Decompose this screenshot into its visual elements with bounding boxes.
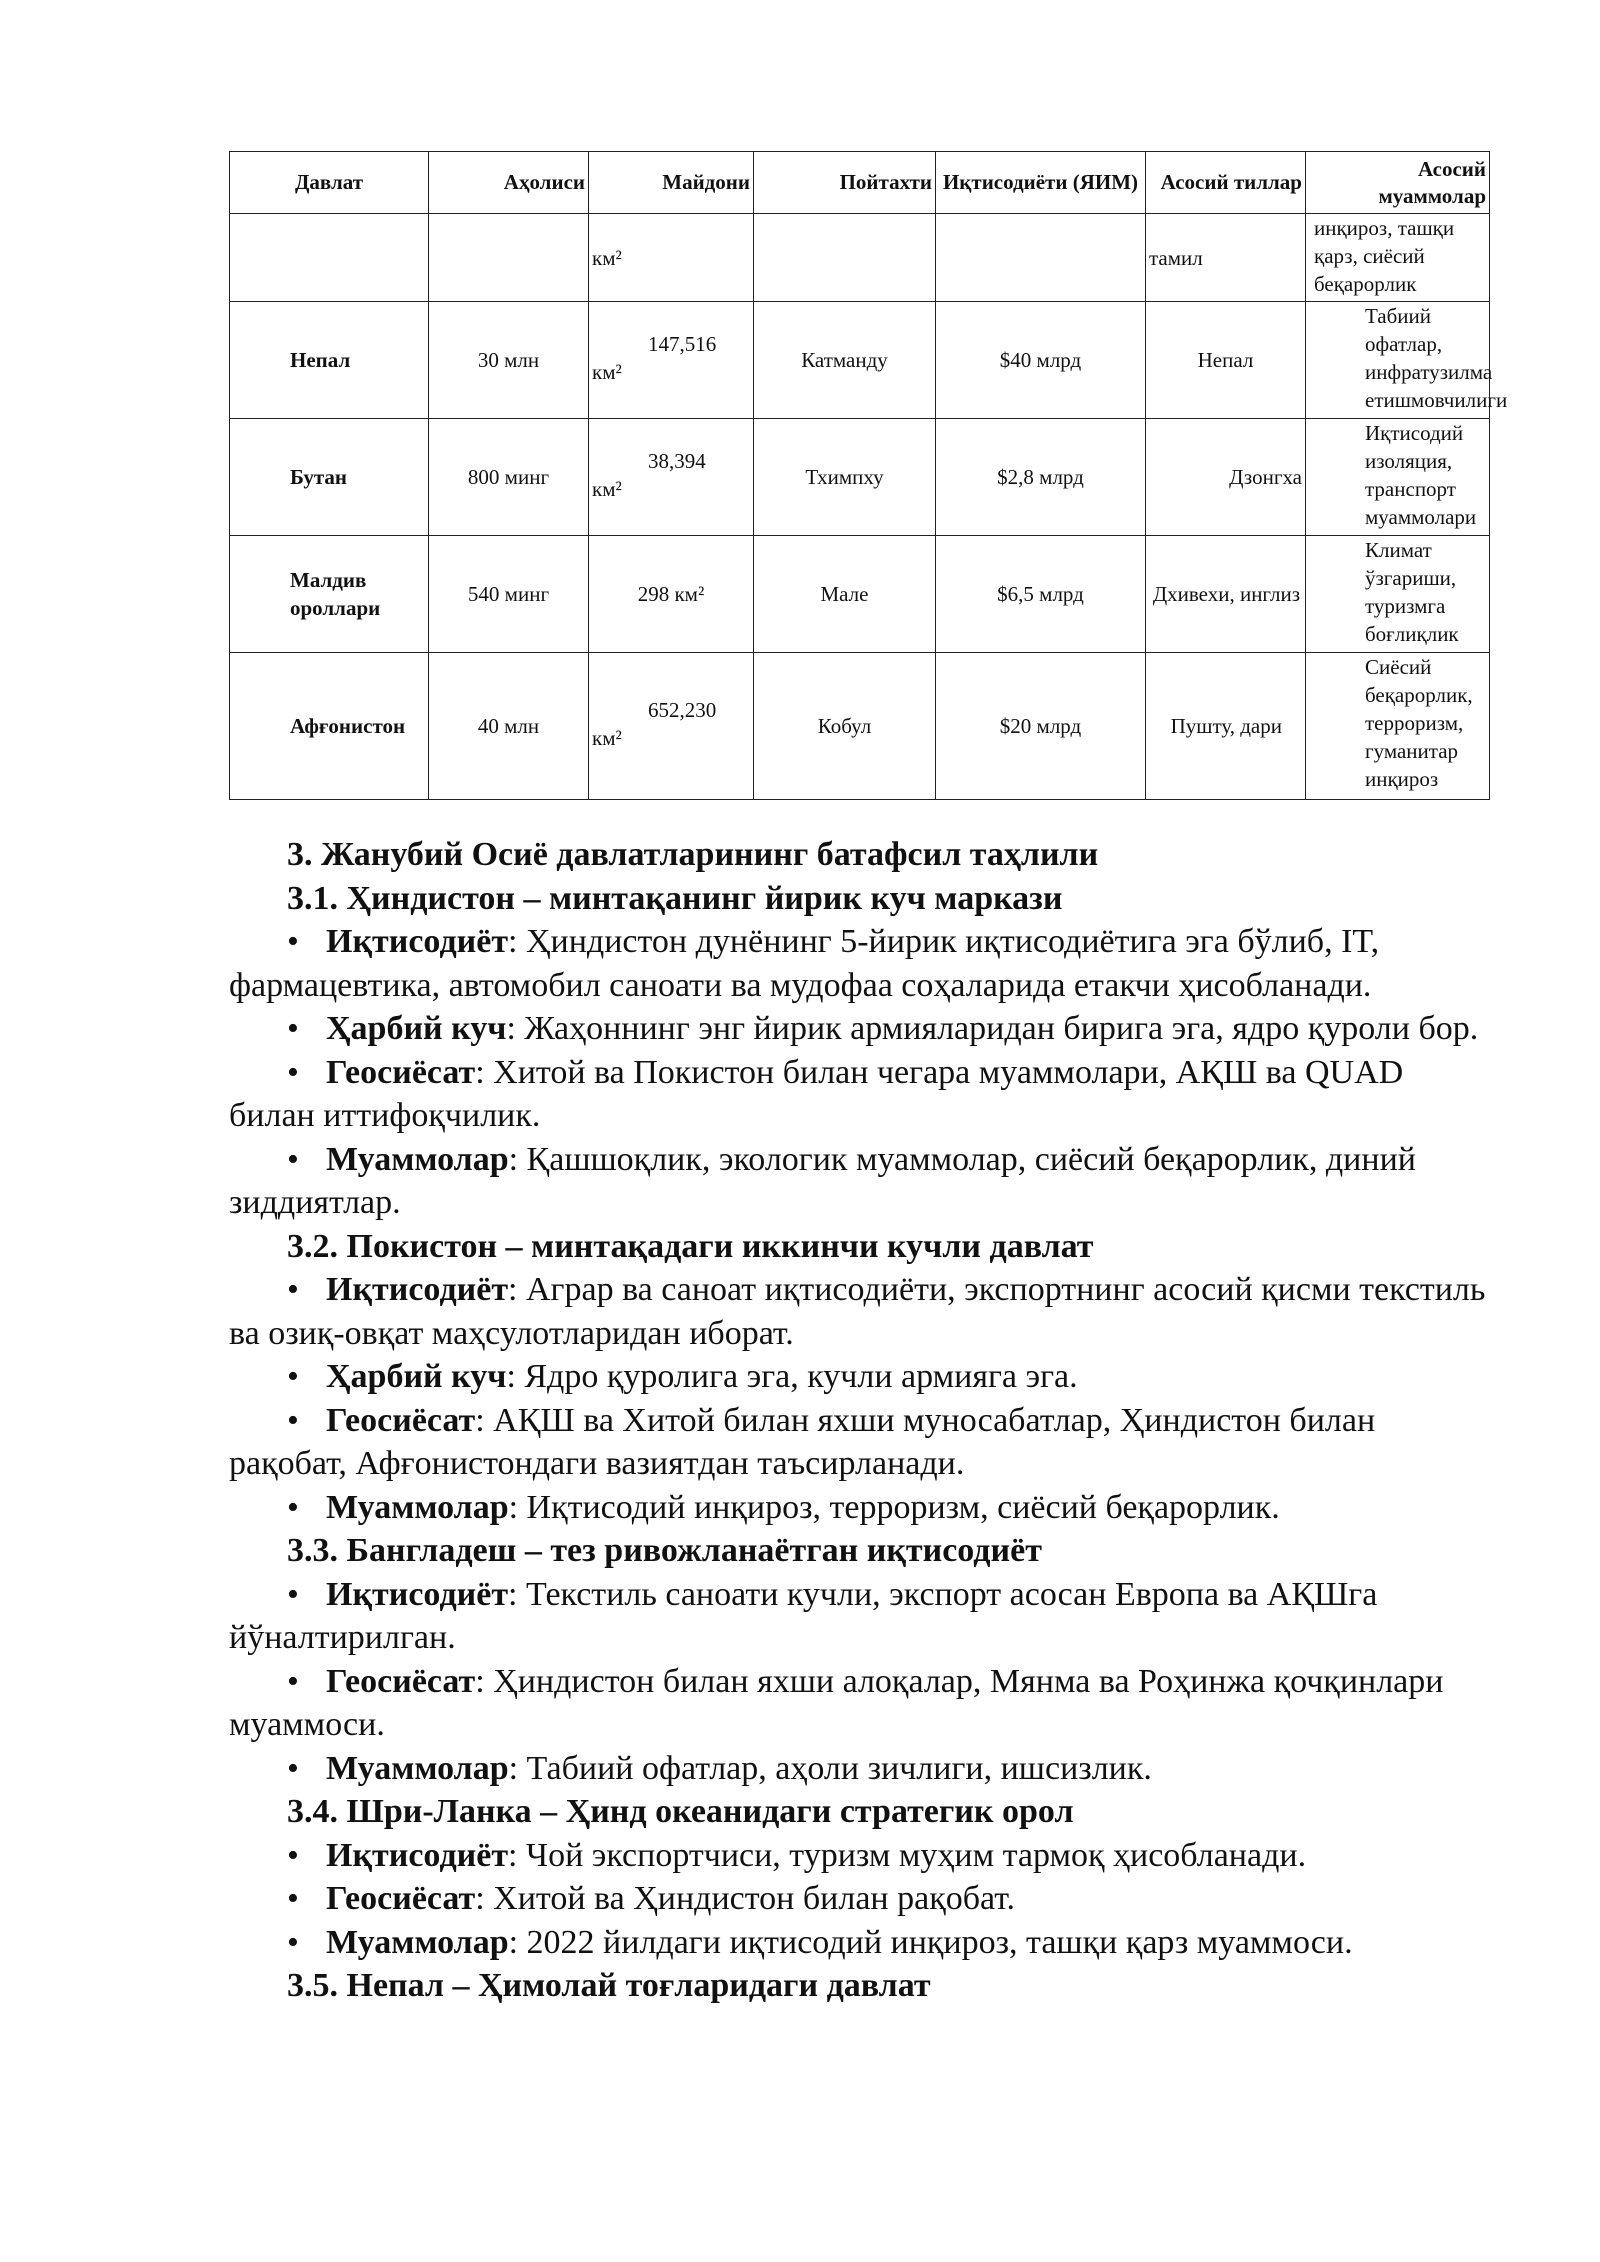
bullet-icon: • (287, 923, 299, 960)
languages-text: Пушту, дари (1170, 714, 1282, 738)
item-label: Иқтисодиёт (326, 1836, 509, 1874)
area-number: 38,394 (648, 449, 706, 473)
bullet-icon: • (287, 1662, 299, 1700)
south-asia-states-table (229, 151, 1508, 800)
cell-problems (1306, 419, 1490, 536)
section-3-4-heading: 3.4. Шри-Ланка – Ҳинд океанидаги стратегик орол (287, 1793, 1074, 1830)
list-item (229, 920, 1491, 1007)
cell-state (230, 214, 429, 302)
item-label: Иқтисодиёт (326, 1575, 509, 1613)
item-label: Геосиёсат (326, 1662, 476, 1700)
item-label: Муаммолар (326, 1923, 509, 1961)
item-text: : Аграр ва саноат иқтисодиёти, экспортнинг асосий қисми текстиль ва озиқ-овқат маҳсулотларидан иборат. (229, 1271, 1486, 1352)
area-unit: км² (592, 360, 622, 384)
cell-population: 540 минг (429, 536, 589, 653)
languages-text: Дхивехи, инглиз (1152, 582, 1300, 606)
header-state: Давлат (230, 152, 429, 214)
bullet-icon: • (287, 1923, 299, 1961)
header-problems: Асосий муаммолар (1306, 152, 1490, 214)
document-body (229, 833, 1491, 2008)
item-text: : 2022 йилдаги иқтисодий инқироз, ташқи қарз муаммоси. (508, 1923, 1353, 1961)
header-languages: Асосий тиллар (1146, 152, 1306, 214)
cell-problems (1306, 536, 1490, 653)
item-text: : Жаҳоннинг энг йирик армияларидан бирига эга, ядро қуроли бор. (506, 1010, 1479, 1047)
problems-text: Сиёсий беқарорлик, терроризм, гуманитар инқироз (1365, 655, 1473, 791)
item-label: Ҳарбий куч (326, 1358, 507, 1395)
header-population: Аҳолиси (429, 152, 589, 214)
item-text: : Ядро қуролига эга, кучли армияга эга. (506, 1358, 1078, 1395)
cell-gdp: $20 млрд (936, 653, 1146, 800)
bullet-icon: • (287, 1880, 299, 1917)
table-row (230, 419, 1490, 536)
item-text: : Иқтисодий инқироз, терроризм, сиёсий беқарорлик. (508, 1488, 1280, 1526)
cell-languages (1146, 653, 1306, 800)
item-text: : Хитой ва Ҳиндистон билан рақобат. (475, 1880, 1016, 1917)
problems-text: Иқтисодий изоляция, транспорт муаммолари (1365, 421, 1477, 529)
section-3-5-heading: 3.5. Непал – Ҳимолай тоғларидаги давлат (287, 1967, 931, 2004)
section-3-2-heading: 3.2. Покистон – минтақадаги иккинчи кучли давлат (287, 1227, 1094, 1265)
cell-area (589, 419, 754, 536)
list-item (229, 1877, 1491, 1921)
bullet-icon: • (287, 1010, 299, 1047)
area-unit: км² (592, 726, 622, 750)
item-text: : Текстиль саноати кучли, экспорт асосан Европа ва АҚШга йўналтирилган. (229, 1575, 1378, 1656)
cell-capital: Кобул (754, 653, 936, 800)
bullet-icon: • (287, 1401, 299, 1439)
table-row-partial (230, 214, 1490, 302)
cell-population (429, 214, 589, 302)
table-row (230, 653, 1490, 800)
section-3-heading: 3. Жанубий Осиё давлатларининг батафсил таҳлили (287, 836, 1099, 873)
bullet-icon: • (287, 1053, 299, 1091)
cell-capital (754, 214, 936, 302)
item-label: Иқтисодиёт (326, 923, 509, 960)
cell-population: 800 минг (429, 419, 589, 536)
cell-languages (1146, 536, 1306, 653)
cell-population: 30 млн (429, 302, 589, 419)
cell-problems (1306, 653, 1490, 800)
cell-capital: Тхимпху (754, 419, 936, 536)
list-item (229, 1486, 1491, 1530)
bullet-icon: • (287, 1575, 299, 1613)
item-label: Муаммолар (326, 1488, 509, 1526)
list-item (229, 1921, 1491, 1965)
bullet-icon: • (287, 1836, 299, 1874)
cell-language: тамил (1146, 214, 1306, 302)
cell-population: 40 млн (429, 653, 589, 800)
cell-problems (1306, 302, 1508, 419)
header-gdp: Иқтисодиёти (ЯИМ) (936, 152, 1146, 214)
cell-languages: Непал (1146, 302, 1306, 419)
item-label: Муаммолар (326, 1749, 509, 1787)
cell-area: 298 км² (589, 536, 754, 653)
area-unit: км² (592, 477, 622, 501)
header-area: Майдони (589, 152, 754, 214)
cell-capital: Катманду (754, 302, 936, 419)
table-header-row (230, 152, 1490, 214)
cell-gdp: $6,5 млрд (936, 536, 1146, 653)
cell-area-unit: км² (589, 214, 754, 302)
section-3-3-heading: 3.3. Бангладеш – тез ривожланаётган иқтисодиёт (287, 1532, 1042, 1569)
list-item (229, 1573, 1491, 1660)
bullet-icon: • (287, 1749, 299, 1787)
area-number: 147,516 (648, 332, 717, 356)
list-item (229, 1138, 1491, 1225)
bullet-icon: • (287, 1358, 299, 1395)
item-text: : Ҳиндистон дунёнинг 5-йирик иқтисодиётига эга бўлиб, IT, фармацевтика, автомобил саноати ва мудофаа соҳаларида етакчи ҳисобланади. (229, 923, 1380, 1004)
cell-gdp (936, 214, 1146, 302)
cell-capital: Мале (754, 536, 936, 653)
cell-problems: инқироз, ташқи қарз, сиёсий беқарорлик (1306, 214, 1490, 302)
cell-gdp: $2,8 млрд (936, 419, 1146, 536)
table-row (230, 302, 1490, 419)
cell-state: Непал (230, 302, 429, 419)
list-item (229, 1399, 1491, 1486)
item-label: Геосиёсат (326, 1401, 476, 1439)
cell-gdp: $40 млрд (936, 302, 1146, 419)
bullet-icon: • (287, 1271, 299, 1308)
list-item (229, 1747, 1491, 1791)
item-text: : АҚШ ва Хитой билан яхши муносабатлар, Ҳиндистон билан рақобат, Афғонистондаги вазиятдан таъсирланади. (229, 1401, 1376, 1482)
item-text: : Хитой ва Покистон билан чегара муаммолари, АҚШ ва QUAD билан иттифоқчилик. (229, 1053, 1404, 1134)
item-label: Геосиёсат (326, 1880, 476, 1917)
cell-state (230, 536, 429, 653)
cell-languages: Дзонгха (1146, 419, 1306, 536)
item-text: : Табиий офатлар, аҳоли зичлиги, ишсизлик. (508, 1749, 1152, 1787)
area-number: 652,230 (648, 698, 717, 722)
list-item (229, 1660, 1491, 1747)
item-label: Иқтисодиёт (326, 1271, 509, 1308)
problems-text: Климат ўзгариши, туризмга боғлиқлик (1365, 538, 1459, 646)
list-item (229, 1355, 1491, 1399)
list-item (229, 1268, 1491, 1355)
state-name: Малдив ороллари (290, 568, 381, 620)
section-3-1-heading: 3.1. Ҳиндистон – минтақанинг йирик куч маркази (287, 879, 1063, 917)
problems-text: Табиий офатлар, инфратузилма етишмовчилиги (1365, 304, 1508, 412)
list-item (229, 1051, 1491, 1138)
list-item (229, 1834, 1491, 1878)
cell-area (589, 302, 754, 419)
table-row (230, 536, 1490, 653)
cell-state: Бутан (230, 419, 429, 536)
header-capital: Пойтахти (754, 152, 936, 214)
item-label: Геосиёсат (326, 1053, 476, 1091)
item-label: Ҳарбий куч (326, 1010, 507, 1047)
cell-state: Афғонистон (230, 653, 429, 800)
item-text: : Чой экспортчиси, туризм муҳим тармоқ ҳисобланади. (508, 1836, 1307, 1874)
bullet-icon: • (287, 1488, 299, 1526)
cell-area (589, 653, 754, 800)
item-text: : Ҳиндистон билан яхши алоқалар, Мянма ва Роҳинжа қочқинлари муаммоси. (229, 1662, 1444, 1743)
list-item (229, 1007, 1491, 1051)
bullet-icon: • (287, 1140, 299, 1178)
item-text: : Қашшоқлик, экологик муаммолар, сиёсий беқарорлик, диний зиддиятлар. (229, 1140, 1416, 1221)
item-label: Муаммолар (326, 1140, 509, 1178)
